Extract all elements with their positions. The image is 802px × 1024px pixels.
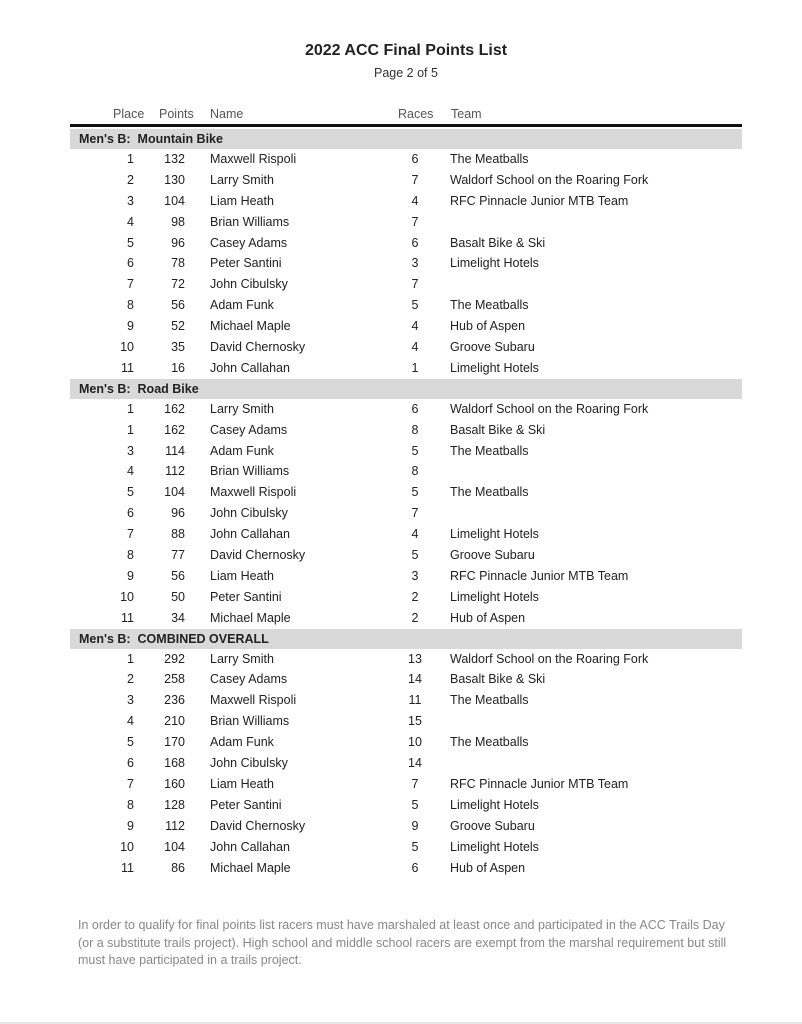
table-row — [70, 253, 742, 274]
cell-name: Larry Smith — [210, 172, 274, 187]
cell-team: The Meatballs — [450, 152, 529, 166]
cell-points: 236 — [164, 693, 185, 708]
cell-place: 1 — [127, 651, 134, 666]
table-row — [70, 441, 742, 462]
cell-place: 4 — [127, 214, 134, 229]
cell-points: 52 — [171, 319, 185, 334]
cell-team: Hub of Aspen — [450, 610, 526, 625]
cell-name: Brian Williams — [210, 214, 290, 229]
cell-races: 14 — [408, 672, 422, 687]
cell-points: 162 — [164, 401, 185, 416]
cell-place: 9 — [127, 818, 134, 833]
cell-team: The Meatballs — [450, 485, 529, 500]
cell-points: 35 — [171, 340, 185, 355]
cell-place: 7 — [127, 776, 134, 791]
cell-name: Peter Santini — [210, 797, 282, 812]
section-header: Men's B: Road Bike — [70, 379, 742, 399]
cell-races: 4 — [411, 340, 419, 355]
cell-points: 130 — [164, 172, 185, 187]
cell-points: 96 — [171, 235, 185, 250]
cell-team: Hub of Aspen — [450, 860, 526, 875]
cell-points: 78 — [171, 256, 185, 271]
cell-place: 8 — [127, 298, 134, 313]
cell-place: 11 — [121, 860, 134, 875]
cell-team: The Meatballs — [450, 298, 529, 313]
cell-place: 6 — [127, 506, 134, 521]
cell-races: 7 — [411, 776, 419, 791]
cell-name: John Callahan — [210, 360, 290, 375]
cell-place: 2 — [127, 672, 134, 687]
section-header: Men's B: COMBINED OVERALL — [70, 629, 742, 649]
cell-name: David Chernosky — [210, 818, 306, 833]
cell-team: Limelight Hotels — [450, 797, 539, 812]
cell-team: Basalt Bike & Ski — [450, 672, 546, 687]
cell-races: 5 — [411, 443, 419, 458]
cell-name: Maxwell Rispoli — [210, 485, 297, 500]
column-header-team: Team — [451, 107, 482, 121]
cell-place: 8 — [127, 548, 134, 563]
page-number: Page 2 of 5 — [374, 66, 438, 80]
cell-place: 1 — [127, 401, 134, 416]
cell-team: Limelight Hotels — [450, 360, 539, 375]
cell-team: Basalt Bike & Ski — [450, 422, 546, 437]
cell-name: Liam Heath — [210, 776, 274, 791]
cell-name: John Cibulsky — [210, 506, 288, 521]
cell-points: 16 — [171, 360, 185, 375]
cell-team: Limelight Hotels — [450, 527, 539, 542]
cell-points: 72 — [171, 277, 185, 292]
cell-place: 1 — [127, 422, 134, 437]
cell-place: 5 — [127, 735, 134, 750]
cell-name: Casey Adams — [210, 235, 288, 250]
cell-points: 112 — [165, 818, 185, 833]
cell-place: 1 — [127, 152, 134, 166]
cell-points: 168 — [164, 756, 185, 771]
cell-team: RFC Pinnacle Junior MTB Team — [450, 193, 629, 208]
column-header-place: Place — [113, 107, 145, 121]
cell-races: 5 — [411, 298, 419, 313]
cell-name: Michael Maple — [210, 860, 291, 875]
cell-points: 128 — [164, 797, 185, 812]
cell-name: Adam Funk — [210, 443, 274, 458]
cell-name: John Callahan — [210, 839, 290, 854]
cell-points: 132 — [164, 152, 185, 166]
column-header-races: Races — [398, 107, 434, 121]
cell-name: Michael Maple — [210, 319, 291, 334]
cell-name: Casey Adams — [210, 422, 288, 437]
cell-points: 170 — [164, 735, 185, 750]
results-table — [70, 129, 742, 878]
cell-races: 5 — [411, 485, 419, 500]
cell-races: 9 — [411, 818, 419, 833]
cell-team: Basalt Bike & Ski — [450, 235, 546, 250]
cell-team: Waldorf School on the Roaring Fork — [450, 401, 649, 416]
section-header: Men's B: Mountain Bike — [70, 129, 742, 149]
cell-points: 104 — [164, 193, 185, 208]
cell-place: 9 — [127, 568, 134, 583]
table-row — [70, 337, 742, 358]
cell-team: The Meatballs — [450, 735, 529, 750]
cell-races: 5 — [411, 548, 419, 563]
cell-place: 7 — [127, 527, 134, 542]
cell-races: 7 — [411, 277, 419, 292]
cell-name: Peter Santini — [210, 256, 282, 271]
cell-name: Peter Santini — [210, 589, 282, 604]
cell-races: 14 — [408, 756, 422, 771]
cell-points: 77 — [171, 548, 185, 563]
cell-points: 88 — [171, 527, 185, 542]
cell-place: 4 — [127, 714, 134, 729]
cell-name: Liam Heath — [210, 568, 274, 583]
cell-points: 258 — [164, 672, 185, 687]
cell-place: 3 — [127, 443, 134, 458]
cell-races: 5 — [411, 797, 419, 812]
cell-races: 2 — [411, 610, 419, 625]
cell-name: Casey Adams — [210, 672, 288, 687]
cell-name: John Cibulsky — [210, 756, 288, 771]
cell-points: 56 — [171, 568, 185, 583]
cell-points: 98 — [171, 214, 185, 229]
cell-points: 160 — [164, 776, 185, 791]
header-divider — [70, 124, 742, 127]
table-row — [70, 524, 742, 545]
cell-name: John Cibulsky — [210, 277, 288, 292]
table-row — [70, 212, 742, 233]
cell-place: 10 — [120, 839, 134, 854]
qualification-footnote: In order to qualify for final points list racers must have marshaled at least once and participated in the ACC Trails Day (or a substitute trails project). High school and middle school racers are exempt from the marshal requirement but still must have participated in a trails project. — [78, 918, 727, 967]
cell-races: 4 — [411, 193, 419, 208]
table-row — [70, 837, 742, 858]
document-title: 2022 ACC Final Points List — [304, 42, 508, 59]
cell-points: 210 — [164, 714, 185, 729]
cell-races: 6 — [411, 235, 419, 250]
table-row — [70, 503, 742, 524]
cell-team: Groove Subaru — [450, 548, 535, 563]
table-row — [70, 274, 742, 295]
table-row — [70, 461, 742, 482]
table-row — [70, 358, 742, 379]
table-row — [70, 816, 742, 837]
cell-races: 6 — [411, 152, 419, 166]
cell-races: 8 — [411, 422, 419, 437]
cell-place: 11 — [121, 610, 134, 625]
cell-name: Brian Williams — [210, 464, 290, 479]
cell-points: 56 — [171, 298, 185, 313]
cell-place: 10 — [120, 589, 134, 604]
cell-points: 112 — [165, 464, 185, 479]
table-row — [70, 295, 742, 316]
cell-place: 2 — [127, 172, 134, 187]
cell-team: Waldorf School on the Roaring Fork — [450, 172, 649, 187]
table-row — [70, 545, 742, 566]
cell-name: Larry Smith — [210, 651, 274, 666]
cell-place: 11 — [121, 360, 134, 375]
cell-races: 6 — [411, 860, 419, 875]
cell-races: 7 — [411, 172, 419, 187]
table-row — [70, 233, 742, 254]
table-row — [70, 420, 742, 441]
cell-team: Hub of Aspen — [450, 319, 526, 334]
cell-team: Groove Subaru — [450, 818, 535, 833]
cell-name: Larry Smith — [210, 401, 274, 416]
cell-races: 13 — [408, 651, 422, 666]
cell-place: 6 — [127, 256, 134, 271]
table-row — [70, 316, 742, 337]
cell-team: Groove Subaru — [450, 340, 535, 355]
cell-team: Limelight Hotels — [450, 589, 539, 604]
cell-races: 11 — [408, 693, 422, 708]
cell-team: Limelight Hotels — [450, 256, 539, 271]
table-row — [70, 608, 742, 629]
cell-place: 5 — [127, 235, 134, 250]
table-row — [70, 170, 742, 191]
cell-races: 7 — [411, 214, 419, 229]
table-row — [70, 711, 742, 732]
table-row — [70, 566, 742, 587]
cell-place: 10 — [120, 340, 134, 355]
table-row — [70, 399, 742, 420]
table-row — [70, 649, 742, 670]
cell-team: Waldorf School on the Roaring Fork — [450, 651, 649, 666]
cell-races: 4 — [411, 527, 419, 542]
cell-races: 1 — [411, 360, 419, 375]
cell-points: 104 — [164, 485, 185, 500]
cell-races: 8 — [411, 464, 419, 479]
cell-team: The Meatballs — [450, 443, 529, 458]
table-row — [70, 774, 742, 795]
table-row — [70, 732, 742, 753]
cell-name: John Callahan — [210, 527, 290, 542]
cell-name: David Chernosky — [210, 548, 306, 563]
cell-points: 104 — [164, 839, 185, 854]
table-row — [70, 482, 742, 503]
cell-races: 3 — [411, 256, 419, 271]
cell-races: 7 — [411, 506, 419, 521]
cell-name: Maxwell Rispoli — [210, 152, 297, 166]
cell-team: Limelight Hotels — [450, 839, 539, 854]
cell-name: Adam Funk — [210, 735, 274, 750]
table-row — [70, 669, 742, 690]
cell-races: 6 — [411, 401, 419, 416]
cell-place: 6 — [127, 756, 134, 771]
cell-points: 86 — [171, 860, 185, 875]
table-row — [70, 149, 742, 170]
cell-place: 3 — [127, 193, 134, 208]
cell-name: Brian Williams — [210, 714, 290, 729]
cell-races: 5 — [411, 839, 419, 854]
cell-points: 162 — [164, 422, 185, 437]
cell-place: 7 — [127, 277, 134, 292]
cell-points: 50 — [171, 589, 185, 604]
cell-points: 96 — [171, 506, 185, 521]
column-header-name: Name — [210, 107, 244, 121]
cell-races: 15 — [408, 714, 422, 729]
cell-place: 4 — [127, 464, 134, 479]
cell-name: Liam Heath — [210, 193, 274, 208]
cell-team: RFC Pinnacle Junior MTB Team — [450, 568, 629, 583]
table-row — [70, 690, 742, 711]
table-row — [70, 795, 742, 816]
cell-points: 34 — [171, 610, 185, 625]
cell-races: 10 — [408, 735, 422, 750]
table-row — [70, 587, 742, 608]
table-row — [70, 753, 742, 774]
cell-points: 114 — [165, 443, 185, 458]
cell-name: Maxwell Rispoli — [210, 693, 297, 708]
cell-points: 292 — [164, 651, 185, 666]
cell-place: 3 — [127, 693, 134, 708]
cell-races: 2 — [411, 589, 419, 604]
cell-place: 5 — [127, 485, 134, 500]
cell-races: 4 — [411, 319, 419, 334]
table-row — [70, 191, 742, 212]
column-header-points: Points — [159, 107, 194, 121]
cell-team: RFC Pinnacle Junior MTB Team — [450, 776, 629, 791]
table-row — [70, 858, 742, 879]
cell-team: The Meatballs — [450, 693, 529, 708]
cell-place: 8 — [127, 797, 134, 812]
cell-name: David Chernosky — [210, 340, 306, 355]
cell-name: Michael Maple — [210, 610, 291, 625]
cell-place: 9 — [127, 319, 134, 334]
cell-races: 3 — [411, 568, 419, 583]
cell-name: Adam Funk — [210, 298, 274, 313]
